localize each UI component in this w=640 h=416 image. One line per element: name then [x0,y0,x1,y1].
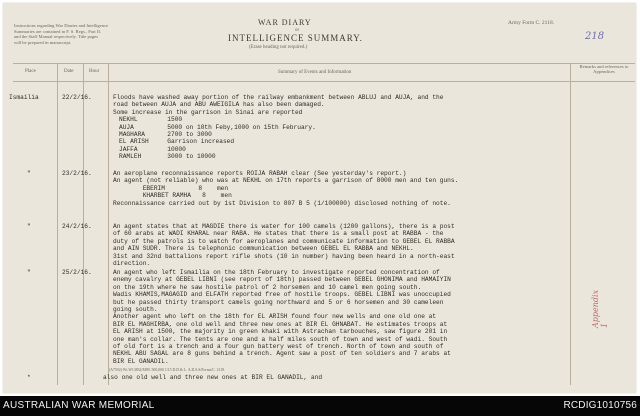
header-bottom-rule [13,81,635,82]
col-rule-place [57,63,58,385]
entry-line: EL ARISH Garrison increased [119,138,235,146]
entry-line: RAMLEH 3000 to 10000 [119,153,216,161]
entry-line: Wadis KHAMIS,MAGAGID and ELFATH reported free of hostile troops. GEBEL LIBNI was unoccupied [113,291,451,299]
erase-note: (Erase heading not required.) [249,45,308,50]
entry-date: 25/2/16. [62,269,92,276]
column-header-place: Place [25,69,36,74]
entry-line: NEKHL ABU SAGAL are 8 guns behind a trench. Agent saw a post of ten soldiers and 7 arabs at [113,350,451,358]
entry-line: going south. [113,306,158,314]
entry-line: JAFFA 10000 [119,145,186,153]
entry-line: enemy cavalry at GEBEL LIBNI (see report of 18th) passed between GEBEL GHONIMA and HAMAIYIN [113,276,451,284]
entry-line: Another agent who left on the 18th for EL ARISH found four new wells and one old one at [113,313,437,321]
entry-line: 31st and 32nd battalions report rifle shots (10 in number) having been heard in a north-east [113,252,455,260]
entry-line: one man's collar. The tents are one and a half miles south of town and west of wadi. South [113,335,448,343]
instruction-line: Summaries are contained in F. S. Regs., Part II. [14,28,102,34]
entry-body [113,170,458,207]
entry-line: EBERIM 8 men [113,184,229,192]
entry-body [113,269,451,365]
or-label: or [295,28,300,33]
entry-line: on the 19th where he saw hostile patrol of 2 horsemen and 10 camel men going south. [113,283,422,291]
entry-place: " [27,170,31,177]
entry-line: BIR EL GANADIL. [113,357,169,365]
entry-line: KHARBET RAMHA 8 men [113,192,232,200]
diary-page [3,3,636,393]
entry-line: NEKHL 1500 [119,116,183,124]
entry-line: An aeroplane reconnaissance reports ROIJA RABAH clear (See yesterday's report.) [113,170,407,177]
war-diary-heading: WAR DIARY [258,18,312,27]
column-header-hour: Hour [89,69,100,74]
instruction-line: Instructions regarding War Diaries and Intelligence [14,23,109,28]
entry-line: duty of the patrols is to watch for aeroplanes and communicate information to GEBEL EL RABBA [113,237,455,245]
column-header-summary: Summary of Events and Information [278,70,352,75]
entry-place: " [27,223,31,230]
entry-line: also one old well and three new ones at BIR EL GANADIL, and [103,374,323,381]
entry-line: and AIN SUDR. There is telephonic communication between GEBEL EL RABBA and NEKHL. [113,245,414,253]
entry-line: EL ARISH at 1500, the majority in green khaki with Astrachan tarbouches, saw figure 201 in [113,328,448,336]
entry-line: An agent states that at MAGDIE there is water for 100 camels (1200 gallons), there is a post [113,223,455,230]
entry-line: MAGHARA 2700 to 3000 [119,131,212,139]
entry-line: of old fort is a trench and a four gun battery west of trench. North of town and south of [113,343,444,351]
header-top-rule [13,63,635,64]
entry-place: Ismailia [9,94,39,101]
intelligence-summary-heading: INTELLIGENCE SUMMARY. [228,33,363,43]
entry-date: 24/2/16. [62,223,92,230]
col-rule-summary [570,63,571,385]
entry-line: An agent who left Ismailia on the 18th February to investigate reported concentration of [113,269,440,276]
column-header-remarks: Remarks and references to Appendices [579,64,629,75]
column-header-date: Date [64,69,74,74]
entry-line: AUJA 5000 on 10th Feby,1000 on 15th February. [119,123,316,131]
entry-body [113,94,443,161]
entry-line: road between AUJA and ABU AWEIGILA has also been damaged. [113,101,325,109]
entry-date: 23/2/16. [62,170,92,177]
page-number: 218 [585,31,605,42]
instruction-line: will be prepared in manuscript. [14,39,72,45]
entry-place: " [27,269,31,276]
entry-line: direction. [113,260,151,268]
entry-line: An agent (not reliable) who was at NEKHL on 17th reports a garrison of 8000 men and ten guns. [113,177,459,185]
entry-date: 22/2/16. [62,94,92,101]
entry-bullet: * [27,374,31,381]
entry-line: Some increase in the garrison in Sinai are reported [113,108,303,116]
entry-line: Reconnaissance carried out by 1st Division to 807 B 5 (1/100000) disclosed nothing of note. [113,199,451,207]
archive-name: AUSTRALIAN WAR MEMORIAL [3,400,155,411]
entry-line: Floods have washed away portion of the railway embankment between ABLUJ and AUJA, and the [113,94,444,101]
print-note: (A7592) Wt.W13832/M89. 500,000 1/15 D.D.& L. A.D.S.S/Forms/C. 2118. [109,368,226,372]
entry-body [113,223,455,267]
record-id: RCDIG1010756 [563,400,637,411]
instructions-block [14,23,194,45]
margin-appendix-note: Appendix 1 [591,289,609,328]
entry-line: BIR EL MAGHIRBA, one old well and three new ones at BIR EL GHNABAT. He estimates troops at [113,320,448,328]
army-form-label: Army Form C. 2118. [508,20,555,26]
archive-footer [0,396,640,416]
col-rule-hour [108,63,109,385]
entry-line: but he passed thirty transport camels going northward and 5 or 6 horsemen and 30 cameleen [113,298,444,306]
instruction-line: and the Staff Manual respectively. Title pages [14,34,98,40]
entry-line: of 60 arabs at WADI KHARAL near RABA. He states that there is a small post at RABBA - the [113,230,444,238]
